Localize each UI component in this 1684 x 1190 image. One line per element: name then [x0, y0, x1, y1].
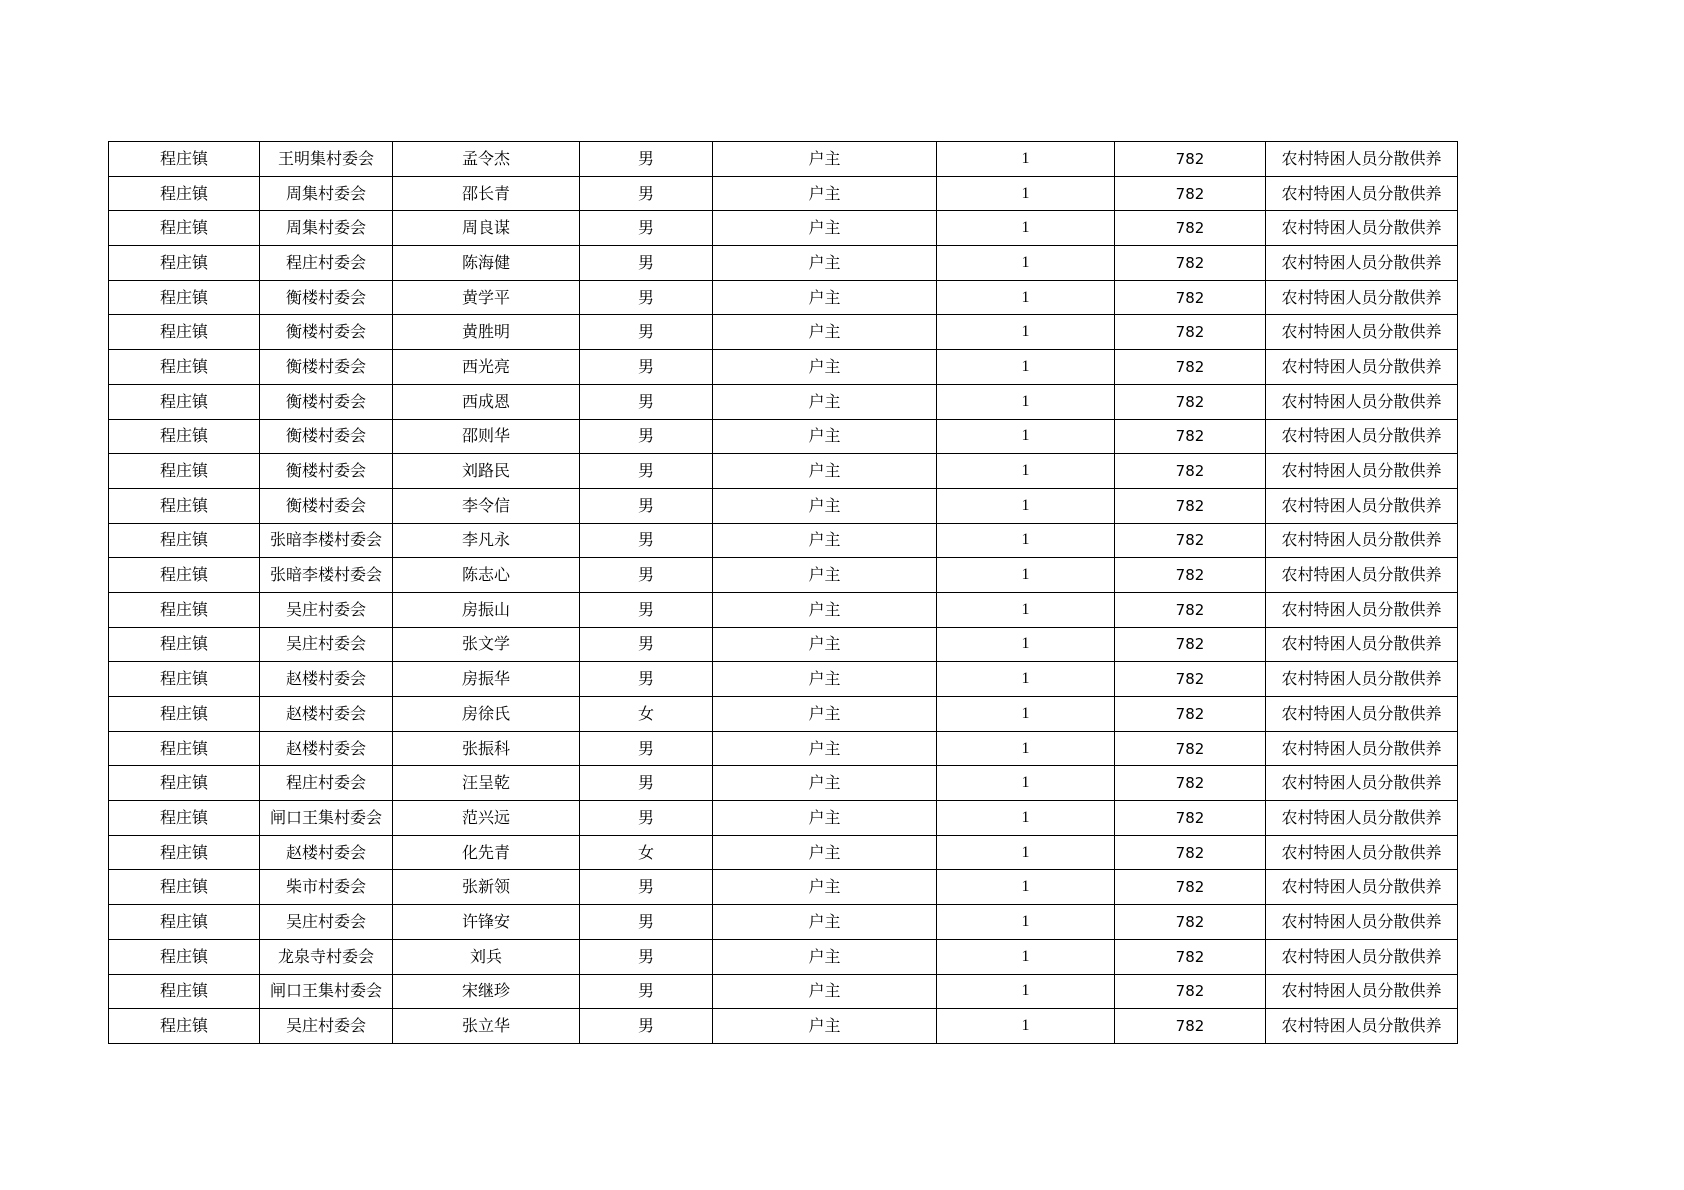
relation-cell: 户主 — [713, 315, 937, 350]
gender-cell: 男 — [580, 905, 713, 940]
relation-cell: 户主 — [713, 523, 937, 558]
village-committee-cell: 衡楼村委会 — [260, 384, 393, 419]
support-type-cell: 农村特困人员分散供养 — [1266, 488, 1458, 523]
gender-cell: 男 — [580, 142, 713, 177]
household-size-cell: 1 — [937, 766, 1115, 801]
amount-cell: 782 — [1115, 592, 1266, 627]
village-committee-cell: 周集村委会 — [260, 176, 393, 211]
village-committee-cell: 吴庄村委会 — [260, 905, 393, 940]
household-size-cell: 1 — [937, 211, 1115, 246]
town-cell: 程庄镇 — [109, 801, 260, 836]
gender-cell: 男 — [580, 1009, 713, 1044]
gender-cell: 男 — [580, 870, 713, 905]
amount-cell: 782 — [1115, 1009, 1266, 1044]
village-committee-cell: 衡楼村委会 — [260, 488, 393, 523]
town-cell: 程庄镇 — [109, 731, 260, 766]
support-type-cell: 农村特困人员分散供养 — [1266, 939, 1458, 974]
gender-cell: 男 — [580, 246, 713, 281]
gender-cell: 男 — [580, 662, 713, 697]
table-row — [109, 419, 1458, 454]
relation-cell: 户主 — [713, 766, 937, 801]
support-type-cell: 农村特困人员分散供养 — [1266, 766, 1458, 801]
amount-cell: 782 — [1115, 384, 1266, 419]
relation-cell: 户主 — [713, 350, 937, 385]
household-size-cell: 1 — [937, 592, 1115, 627]
gender-cell: 男 — [580, 592, 713, 627]
table-row — [109, 142, 1458, 177]
name-cell: 西光亮 — [393, 350, 580, 385]
amount-cell: 782 — [1115, 662, 1266, 697]
gender-cell: 女 — [580, 835, 713, 870]
gender-cell: 男 — [580, 176, 713, 211]
table-row — [109, 523, 1458, 558]
gender-cell: 男 — [580, 558, 713, 593]
household-size-cell: 1 — [937, 1009, 1115, 1044]
amount-cell: 782 — [1115, 627, 1266, 662]
table-row — [109, 558, 1458, 593]
household-size-cell: 1 — [937, 974, 1115, 1009]
name-cell: 刘兵 — [393, 939, 580, 974]
table-row — [109, 454, 1458, 489]
town-cell: 程庄镇 — [109, 905, 260, 940]
name-cell: 李凡永 — [393, 523, 580, 558]
name-cell: 房振华 — [393, 662, 580, 697]
village-committee-cell: 赵楼村委会 — [260, 697, 393, 732]
support-type-cell: 农村特困人员分散供养 — [1266, 627, 1458, 662]
name-cell: 张振科 — [393, 731, 580, 766]
name-cell: 化先青 — [393, 835, 580, 870]
support-type-cell: 农村特困人员分散供养 — [1266, 211, 1458, 246]
name-cell: 房振山 — [393, 592, 580, 627]
name-cell: 汪呈乾 — [393, 766, 580, 801]
amount-cell: 782 — [1115, 905, 1266, 940]
relation-cell: 户主 — [713, 419, 937, 454]
amount-cell: 782 — [1115, 974, 1266, 1009]
gender-cell: 男 — [580, 766, 713, 801]
amount-cell: 782 — [1115, 211, 1266, 246]
relation-cell: 户主 — [713, 176, 937, 211]
roster-table — [108, 141, 1458, 1044]
support-type-cell: 农村特困人员分散供养 — [1266, 176, 1458, 211]
village-committee-cell: 周集村委会 — [260, 211, 393, 246]
name-cell: 孟令杰 — [393, 142, 580, 177]
table-row — [109, 662, 1458, 697]
name-cell: 周良谋 — [393, 211, 580, 246]
gender-cell: 男 — [580, 454, 713, 489]
table-row — [109, 176, 1458, 211]
town-cell: 程庄镇 — [109, 211, 260, 246]
village-committee-cell: 张暗李楼村委会 — [260, 558, 393, 593]
relation-cell: 户主 — [713, 835, 937, 870]
table-row — [109, 939, 1458, 974]
support-type-cell: 农村特困人员分散供养 — [1266, 558, 1458, 593]
table-row — [109, 835, 1458, 870]
name-cell: 邵长青 — [393, 176, 580, 211]
gender-cell: 男 — [580, 974, 713, 1009]
village-committee-cell: 吴庄村委会 — [260, 592, 393, 627]
name-cell: 张文学 — [393, 627, 580, 662]
support-type-cell: 农村特困人员分散供养 — [1266, 974, 1458, 1009]
household-size-cell: 1 — [937, 731, 1115, 766]
relation-cell: 户主 — [713, 592, 937, 627]
town-cell: 程庄镇 — [109, 592, 260, 627]
village-committee-cell: 龙泉寺村委会 — [260, 939, 393, 974]
relation-cell: 户主 — [713, 731, 937, 766]
amount-cell: 782 — [1115, 870, 1266, 905]
amount-cell: 782 — [1115, 315, 1266, 350]
table-row — [109, 870, 1458, 905]
amount-cell: 782 — [1115, 280, 1266, 315]
town-cell: 程庄镇 — [109, 662, 260, 697]
amount-cell: 782 — [1115, 523, 1266, 558]
household-size-cell: 1 — [937, 176, 1115, 211]
village-committee-cell: 衡楼村委会 — [260, 419, 393, 454]
town-cell: 程庄镇 — [109, 835, 260, 870]
gender-cell: 男 — [580, 488, 713, 523]
table-row — [109, 384, 1458, 419]
gender-cell: 男 — [580, 315, 713, 350]
town-cell: 程庄镇 — [109, 350, 260, 385]
relation-cell: 户主 — [713, 974, 937, 1009]
household-size-cell: 1 — [937, 419, 1115, 454]
household-size-cell: 1 — [937, 558, 1115, 593]
household-size-cell: 1 — [937, 662, 1115, 697]
town-cell: 程庄镇 — [109, 246, 260, 281]
table-row — [109, 246, 1458, 281]
town-cell: 程庄镇 — [109, 315, 260, 350]
gender-cell: 男 — [580, 350, 713, 385]
gender-cell: 女 — [580, 697, 713, 732]
name-cell: 许锋安 — [393, 905, 580, 940]
village-committee-cell: 吴庄村委会 — [260, 1009, 393, 1044]
town-cell: 程庄镇 — [109, 558, 260, 593]
household-size-cell: 1 — [937, 384, 1115, 419]
town-cell: 程庄镇 — [109, 176, 260, 211]
table-row — [109, 488, 1458, 523]
support-type-cell: 农村特困人员分散供养 — [1266, 592, 1458, 627]
relation-cell: 户主 — [713, 801, 937, 836]
household-size-cell: 1 — [937, 939, 1115, 974]
gender-cell: 男 — [580, 419, 713, 454]
town-cell: 程庄镇 — [109, 870, 260, 905]
table-row — [109, 1009, 1458, 1044]
support-type-cell: 农村特困人员分散供养 — [1266, 315, 1458, 350]
household-size-cell: 1 — [937, 697, 1115, 732]
gender-cell: 男 — [580, 280, 713, 315]
town-cell: 程庄镇 — [109, 697, 260, 732]
amount-cell: 782 — [1115, 350, 1266, 385]
gender-cell: 男 — [580, 731, 713, 766]
support-type-cell: 农村特困人员分散供养 — [1266, 662, 1458, 697]
amount-cell: 782 — [1115, 835, 1266, 870]
table-row — [109, 801, 1458, 836]
household-size-cell: 1 — [937, 523, 1115, 558]
village-committee-cell: 张暗李楼村委会 — [260, 523, 393, 558]
town-cell: 程庄镇 — [109, 488, 260, 523]
household-size-cell: 1 — [937, 835, 1115, 870]
relation-cell: 户主 — [713, 870, 937, 905]
village-committee-cell: 闸口王集村委会 — [260, 974, 393, 1009]
town-cell: 程庄镇 — [109, 939, 260, 974]
roster-body — [109, 142, 1458, 1044]
amount-cell: 782 — [1115, 488, 1266, 523]
support-type-cell: 农村特困人员分散供养 — [1266, 697, 1458, 732]
relation-cell: 户主 — [713, 558, 937, 593]
amount-cell: 782 — [1115, 454, 1266, 489]
table-row — [109, 905, 1458, 940]
village-committee-cell: 吴庄村委会 — [260, 627, 393, 662]
support-type-cell: 农村特困人员分散供养 — [1266, 142, 1458, 177]
support-type-cell: 农村特困人员分散供养 — [1266, 835, 1458, 870]
support-type-cell: 农村特困人员分散供养 — [1266, 350, 1458, 385]
gender-cell: 男 — [580, 939, 713, 974]
village-committee-cell: 衡楼村委会 — [260, 454, 393, 489]
household-size-cell: 1 — [937, 315, 1115, 350]
relation-cell: 户主 — [713, 905, 937, 940]
village-committee-cell: 赵楼村委会 — [260, 731, 393, 766]
amount-cell: 782 — [1115, 731, 1266, 766]
town-cell: 程庄镇 — [109, 384, 260, 419]
household-size-cell: 1 — [937, 246, 1115, 281]
relation-cell: 户主 — [713, 939, 937, 974]
table-row — [109, 974, 1458, 1009]
support-type-cell: 农村特困人员分散供养 — [1266, 280, 1458, 315]
support-type-cell: 农村特困人员分散供养 — [1266, 246, 1458, 281]
household-size-cell: 1 — [937, 350, 1115, 385]
village-committee-cell: 柴市村委会 — [260, 870, 393, 905]
gender-cell: 男 — [580, 523, 713, 558]
household-size-cell: 1 — [937, 454, 1115, 489]
village-committee-cell: 衡楼村委会 — [260, 350, 393, 385]
amount-cell: 782 — [1115, 939, 1266, 974]
table-row — [109, 315, 1458, 350]
table-row — [109, 766, 1458, 801]
relation-cell: 户主 — [713, 697, 937, 732]
amount-cell: 782 — [1115, 419, 1266, 454]
amount-cell: 782 — [1115, 697, 1266, 732]
town-cell: 程庄镇 — [109, 523, 260, 558]
support-type-cell: 农村特困人员分散供养 — [1266, 905, 1458, 940]
household-size-cell: 1 — [937, 905, 1115, 940]
gender-cell: 男 — [580, 211, 713, 246]
table-row — [109, 211, 1458, 246]
gender-cell: 男 — [580, 801, 713, 836]
name-cell: 张立华 — [393, 1009, 580, 1044]
table-row — [109, 731, 1458, 766]
relation-cell: 户主 — [713, 142, 937, 177]
town-cell: 程庄镇 — [109, 142, 260, 177]
table-row — [109, 280, 1458, 315]
household-size-cell: 1 — [937, 142, 1115, 177]
support-type-cell: 农村特困人员分散供养 — [1266, 454, 1458, 489]
support-type-cell: 农村特困人员分散供养 — [1266, 1009, 1458, 1044]
support-type-cell: 农村特困人员分散供养 — [1266, 523, 1458, 558]
name-cell: 张新领 — [393, 870, 580, 905]
document-sheet — [108, 141, 1458, 1044]
town-cell: 程庄镇 — [109, 766, 260, 801]
table-row — [109, 350, 1458, 385]
table-row — [109, 592, 1458, 627]
town-cell: 程庄镇 — [109, 627, 260, 662]
support-type-cell: 农村特困人员分散供养 — [1266, 384, 1458, 419]
name-cell: 刘路民 — [393, 454, 580, 489]
name-cell: 宋继珍 — [393, 974, 580, 1009]
village-committee-cell: 赵楼村委会 — [260, 835, 393, 870]
table-row — [109, 627, 1458, 662]
name-cell: 邵则华 — [393, 419, 580, 454]
relation-cell: 户主 — [713, 488, 937, 523]
household-size-cell: 1 — [937, 801, 1115, 836]
relation-cell: 户主 — [713, 1009, 937, 1044]
village-committee-cell: 闸口王集村委会 — [260, 801, 393, 836]
household-size-cell: 1 — [937, 870, 1115, 905]
town-cell: 程庄镇 — [109, 974, 260, 1009]
village-committee-cell: 王明集村委会 — [260, 142, 393, 177]
name-cell: 陈志心 — [393, 558, 580, 593]
household-size-cell: 1 — [937, 488, 1115, 523]
village-committee-cell: 衡楼村委会 — [260, 315, 393, 350]
name-cell: 房徐氏 — [393, 697, 580, 732]
amount-cell: 782 — [1115, 246, 1266, 281]
village-committee-cell: 衡楼村委会 — [260, 280, 393, 315]
relation-cell: 户主 — [713, 280, 937, 315]
support-type-cell: 农村特困人员分散供养 — [1266, 731, 1458, 766]
relation-cell: 户主 — [713, 246, 937, 281]
relation-cell: 户主 — [713, 454, 937, 489]
town-cell: 程庄镇 — [109, 454, 260, 489]
table-row — [109, 697, 1458, 732]
name-cell: 范兴远 — [393, 801, 580, 836]
gender-cell: 男 — [580, 384, 713, 419]
amount-cell: 782 — [1115, 766, 1266, 801]
amount-cell: 782 — [1115, 176, 1266, 211]
village-committee-cell: 赵楼村委会 — [260, 662, 393, 697]
relation-cell: 户主 — [713, 211, 937, 246]
amount-cell: 782 — [1115, 142, 1266, 177]
gender-cell: 男 — [580, 627, 713, 662]
name-cell: 陈海健 — [393, 246, 580, 281]
support-type-cell: 农村特困人员分散供养 — [1266, 419, 1458, 454]
town-cell: 程庄镇 — [109, 280, 260, 315]
village-committee-cell: 程庄村委会 — [260, 246, 393, 281]
relation-cell: 户主 — [713, 384, 937, 419]
village-committee-cell: 程庄村委会 — [260, 766, 393, 801]
support-type-cell: 农村特困人员分散供养 — [1266, 870, 1458, 905]
relation-cell: 户主 — [713, 662, 937, 697]
relation-cell: 户主 — [713, 627, 937, 662]
name-cell: 黄学平 — [393, 280, 580, 315]
name-cell: 李令信 — [393, 488, 580, 523]
household-size-cell: 1 — [937, 627, 1115, 662]
household-size-cell: 1 — [937, 280, 1115, 315]
town-cell: 程庄镇 — [109, 419, 260, 454]
amount-cell: 782 — [1115, 801, 1266, 836]
town-cell: 程庄镇 — [109, 1009, 260, 1044]
support-type-cell: 农村特困人员分散供养 — [1266, 801, 1458, 836]
name-cell: 西成恩 — [393, 384, 580, 419]
amount-cell: 782 — [1115, 558, 1266, 593]
name-cell: 黄胜明 — [393, 315, 580, 350]
